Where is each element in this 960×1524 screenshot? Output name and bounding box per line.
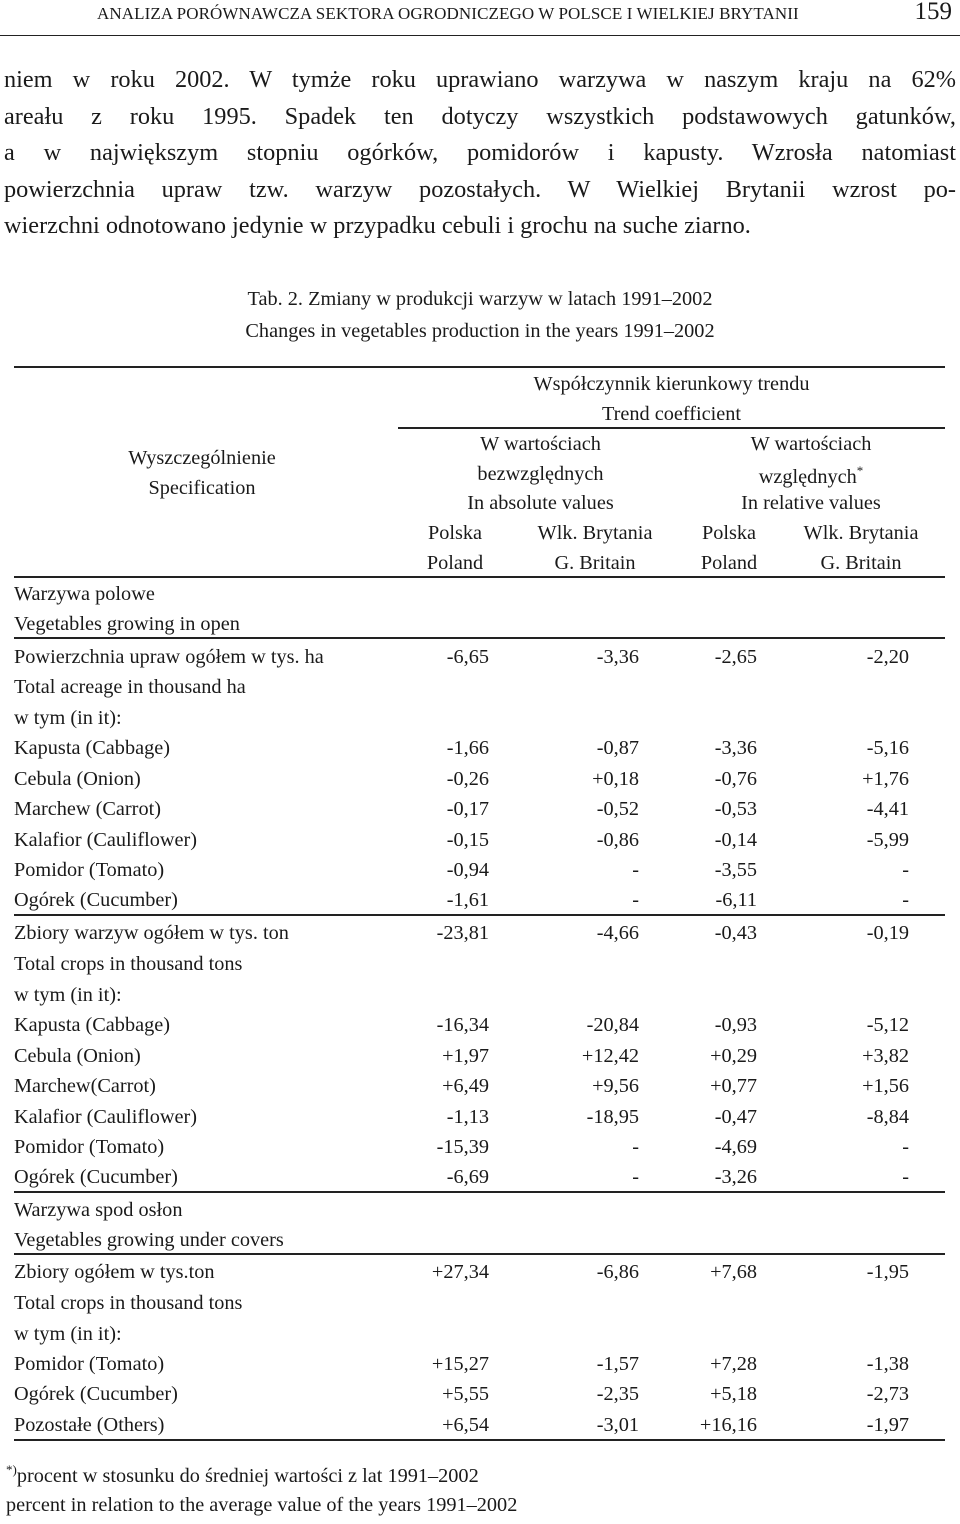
- paragraph-line: powierzchnia upraw tzw. warzyw pozostałych. W Wielkiej Brytanii wzrost po-: [4, 175, 956, 203]
- footnote-en: percent in relation to the average value of the years 1991–2002: [6, 1494, 518, 1516]
- value-pl-rel: +5,18: [710, 1383, 757, 1405]
- relative-header-line1: W wartościach: [750, 433, 872, 455]
- row-label: Marchew (Carrot): [14, 798, 161, 820]
- table-top-rule: [14, 366, 945, 368]
- area-total-pl-rel: -2,65: [714, 646, 757, 668]
- row-label: Ogórek (Cucumber): [14, 1166, 178, 1188]
- value-pl-abs: +5,55: [442, 1383, 489, 1405]
- crops-subset-label: w tym (in it):: [14, 984, 122, 1006]
- header-divider: [0, 35, 960, 36]
- section-title-pl: Warzywa polowe: [14, 583, 155, 605]
- value-gb-abs: +9,56: [592, 1075, 639, 1097]
- crops-total-label: Zbiory warzyw ogółem w tys. ton: [14, 922, 289, 944]
- value-gb-abs: -0,86: [596, 829, 639, 851]
- value-pl-rel: -3,26: [714, 1166, 757, 1188]
- value-gb-rel: -1,38: [866, 1353, 909, 1375]
- col-header-gb-rel-en: G. Britain: [820, 552, 902, 574]
- value-pl-abs: +6,49: [442, 1075, 489, 1097]
- value-gb-rel: -: [902, 859, 909, 881]
- table-caption-pl: Tab. 2. Zmiany w produkcji warzyw w latach 1991–2002: [247, 288, 713, 310]
- row-label: Ogórek (Cucumber): [14, 1383, 178, 1405]
- section-title-pl: Warzywa spod osłon: [14, 1199, 183, 1221]
- row-label: Pomidor (Tomato): [14, 859, 165, 881]
- col-header-gb-rel: Wlk. Brytania: [803, 522, 919, 544]
- row-label: Ogórek (Cucumber): [14, 889, 178, 911]
- area-total-pl-abs: -6,65: [446, 646, 489, 668]
- covers-total-pl-abs: +27,34: [431, 1261, 489, 1283]
- crops-total-pl-abs: -23,81: [436, 922, 489, 944]
- row-label: Kalafior (Cauliflower): [14, 829, 198, 851]
- value-pl-rel: -0,47: [714, 1106, 757, 1128]
- section-open-rule: [14, 637, 945, 639]
- value-gb-abs: -: [632, 1136, 639, 1158]
- row-label: Pomidor (Tomato): [14, 1136, 165, 1158]
- value-pl-abs: -0,17: [446, 798, 489, 820]
- value-gb-abs: -20,84: [586, 1014, 639, 1036]
- value-pl-abs: -0,15: [446, 829, 489, 851]
- crops-total-label-en: Total crops in thousand tons: [14, 953, 243, 975]
- value-pl-rel: -3,36: [714, 737, 757, 759]
- covers-total-label-en: Total crops in thousand tons: [14, 1292, 243, 1314]
- value-pl-rel: +0,77: [710, 1075, 757, 1097]
- paragraph-line: areału z roku 1995. Spadek ten dotyczy wszystkich podstawowych gatunków,: [4, 102, 956, 130]
- value-pl-abs: -16,34: [436, 1014, 489, 1036]
- value-pl-abs: -0,94: [446, 859, 489, 881]
- value-gb-abs: -: [632, 1166, 639, 1188]
- spec-header-pl: Wyszczególnienie: [128, 447, 276, 469]
- table-bottom-rule: [14, 1439, 945, 1441]
- col-header-pl-abs: Polska: [427, 522, 483, 544]
- value-pl-rel: -0,93: [714, 1014, 757, 1036]
- spec-header-en: Specification: [148, 477, 256, 499]
- row-label: Kapusta (Cabbage): [14, 737, 170, 759]
- trend-header-pl: Współczynnik kierunkowy trendu: [533, 373, 810, 395]
- row-label: Cebula (Onion): [14, 1045, 141, 1067]
- relative-header-line2: [676, 463, 946, 489]
- relative-header-word: względnych: [758, 465, 857, 488]
- covers-subset-label: w tym (in it):: [14, 1323, 122, 1345]
- value-gb-rel: -: [902, 1166, 909, 1188]
- col-header-pl-abs-en: Poland: [426, 552, 484, 574]
- value-pl-abs: -1,66: [446, 737, 489, 759]
- value-gb-rel: -1,97: [866, 1414, 909, 1436]
- row-label: Cebula (Onion): [14, 768, 141, 790]
- crops-total-gb-rel: -0,19: [866, 922, 909, 944]
- footnote-marker: *: [856, 463, 864, 478]
- value-pl-rel: +16,16: [699, 1414, 757, 1436]
- covers-title-rule: [14, 1253, 945, 1255]
- covers-total-label: Zbiory ogółem w tys.ton: [14, 1261, 215, 1283]
- area-subset-label: w tym (in it):: [14, 707, 122, 729]
- value-gb-rel: -5,99: [866, 829, 909, 851]
- value-gb-rel: -8,84: [866, 1106, 909, 1128]
- value-pl-abs: +6,54: [442, 1414, 489, 1436]
- value-gb-abs: +0,18: [592, 768, 639, 790]
- area-total-label-en: Total acreage in thousand ha: [14, 676, 246, 698]
- value-pl-abs: -1,61: [446, 889, 489, 911]
- value-gb-rel: -: [902, 1136, 909, 1158]
- section-title-en: Vegetables growing in open: [14, 613, 240, 635]
- footnote-pl: [6, 1462, 479, 1488]
- value-gb-abs: -0,52: [596, 798, 639, 820]
- row-label: Kapusta (Cabbage): [14, 1014, 170, 1036]
- value-gb-rel: -4,41: [866, 798, 909, 820]
- paragraph-line: a w największym stopniu ogórków, pomidorów i kapusty. Wzrosła natomiast: [4, 139, 956, 167]
- trend-header-en: Trend coefficient: [601, 403, 742, 425]
- value-pl-rel: +7,28: [710, 1353, 757, 1375]
- footnote-text-pl: procent w stosunku do średniej wartości z lat 1991–2002: [16, 1465, 479, 1487]
- value-gb-abs: +12,42: [581, 1045, 639, 1067]
- value-pl-abs: -6,69: [446, 1166, 489, 1188]
- running-header: [0, 0, 960, 34]
- value-gb-rel: +1,56: [862, 1075, 909, 1097]
- area-total-gb-rel: -2,20: [866, 646, 909, 668]
- value-gb-abs: -: [632, 889, 639, 911]
- row-label: Kalafior (Cauliflower): [14, 1106, 198, 1128]
- value-gb-abs: -0,87: [596, 737, 639, 759]
- value-gb-abs: -: [632, 859, 639, 881]
- value-pl-rel: -0,53: [714, 798, 757, 820]
- value-pl-rel: +0,29: [710, 1045, 757, 1067]
- covers-total-gb-abs: -6,86: [596, 1261, 639, 1283]
- page-number: 159: [914, 0, 952, 25]
- absolute-header-en: In absolute values: [467, 492, 614, 514]
- row-label: Pomidor (Tomato): [14, 1353, 165, 1375]
- value-pl-rel: -0,14: [714, 829, 757, 851]
- value-gb-abs: -18,95: [586, 1106, 639, 1128]
- paragraph-line: niem w roku 2002. W tymże roku uprawiano warzywa w naszym kraju na 62%: [4, 66, 956, 93]
- crops-total-gb-abs: -4,66: [596, 922, 639, 944]
- trend-header-rule: [398, 427, 945, 429]
- value-pl-rel: -0,76: [714, 768, 757, 790]
- absolute-header-line1: W wartościach: [480, 433, 601, 455]
- crops-total-pl-rel: -0,43: [714, 922, 757, 944]
- col-header-gb-abs-en: G. Britain: [554, 552, 636, 574]
- row-label: Marchew(Carrot): [14, 1075, 156, 1097]
- value-pl-rel: -3,55: [714, 859, 757, 881]
- journal-title: ANALIZA PORÓWNAWCZA SEKTORA OGRODNICZEGO W POLSCE I WIELKIEJ BRYTANII: [97, 4, 799, 23]
- value-gb-rel: -5,16: [866, 737, 909, 759]
- covers-total-gb-rel: -1,95: [866, 1261, 909, 1283]
- area-total-label: Powierzchnia upraw ogółem w tys. ha: [14, 646, 324, 668]
- col-header-gb-abs: Wlk. Brytania: [537, 522, 653, 544]
- col-header-pl-rel-en: Poland: [700, 552, 758, 574]
- value-pl-abs: -1,13: [446, 1106, 489, 1128]
- value-pl-abs: +1,97: [442, 1045, 489, 1067]
- value-pl-abs: -15,39: [436, 1136, 489, 1158]
- area-block-rule: [14, 914, 945, 916]
- value-gb-abs: -1,57: [596, 1353, 639, 1375]
- relative-header-en: In relative values: [741, 492, 881, 514]
- value-gb-rel: +1,76: [862, 768, 909, 790]
- footnote-mark: *): [6, 1462, 17, 1477]
- absolute-header-line2: bezwzględnych: [477, 463, 604, 485]
- value-gb-abs: -2,35: [596, 1383, 639, 1405]
- value-gb-rel: +3,82: [862, 1045, 909, 1067]
- covers-total-pl-rel: +7,68: [710, 1261, 757, 1283]
- value-gb-rel: -: [902, 889, 909, 911]
- table-caption-en: Changes in vegetables production in the years 1991–2002: [245, 320, 715, 342]
- body-paragraph: [4, 62, 956, 245]
- header-bottom-rule: [14, 576, 945, 578]
- value-gb-abs: -3,01: [596, 1414, 639, 1436]
- value-gb-rel: -2,73: [866, 1383, 909, 1405]
- crops-block-rule: [14, 1191, 945, 1193]
- section-title-en: Vegetables growing under covers: [14, 1229, 284, 1251]
- value-pl-rel: -6,11: [715, 889, 757, 911]
- value-pl-rel: -4,69: [714, 1136, 757, 1158]
- value-pl-abs: +15,27: [431, 1353, 489, 1375]
- value-pl-abs: -0,26: [446, 768, 489, 790]
- paragraph-line: wierzchni odnotowano jedynie w przypadku cebuli i grochu na suche ziarno.: [4, 212, 751, 240]
- value-gb-rel: -5,12: [866, 1014, 909, 1036]
- col-header-pl-rel: Polska: [701, 522, 757, 544]
- area-total-gb-abs: -3,36: [596, 646, 639, 668]
- row-label: Pozostałe (Others): [14, 1414, 165, 1436]
